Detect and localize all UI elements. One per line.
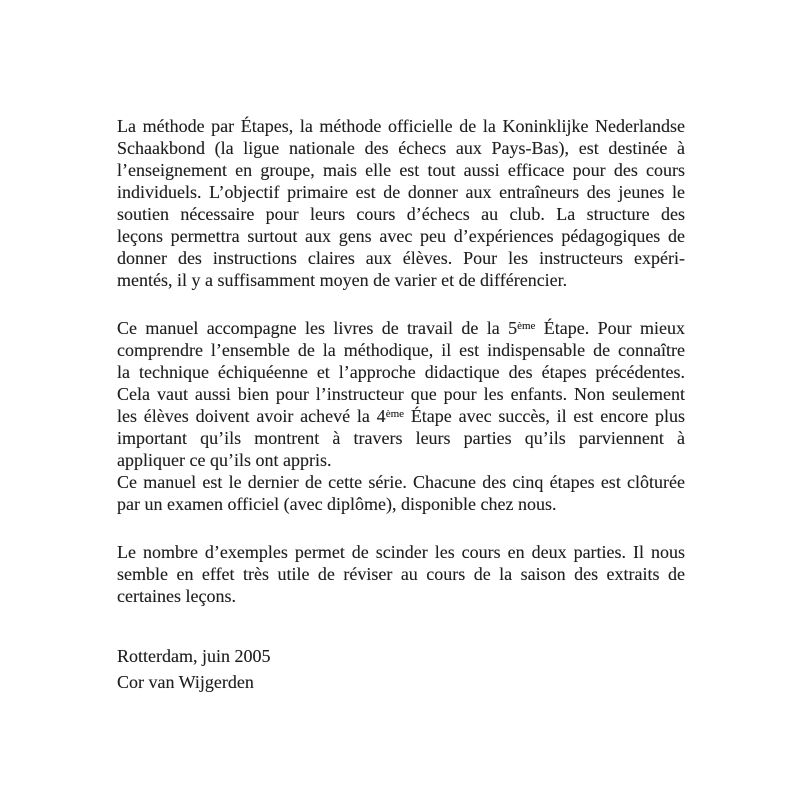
text-line: appliquer ce qu’ils ont appris. bbox=[117, 450, 332, 470]
paragraph bbox=[117, 115, 685, 291]
text-line: Cela vaut aussi bien pour l’instructeur que pour les enfants. Non seulement bbox=[117, 384, 685, 404]
text-line: important qu’ils montrent à travers leurs parties qu’ils parviennent à bbox=[117, 428, 685, 448]
paragraph bbox=[117, 317, 685, 515]
text-line: l’enseignement en groupe, mais elle est tout aussi efficace pour des cours bbox=[117, 160, 685, 180]
signature-place-date: Rotterdam, juin 2005 bbox=[117, 646, 271, 666]
text-line: Le nombre d’exemples permet de scinder les cours en deux parties. Il nous bbox=[117, 542, 685, 562]
text-line: La méthode par Étapes, la méthode officielle de la Koninklijke Nederlandse bbox=[117, 116, 685, 136]
text-line: Ce manuel est le dernier de cette série. Chacune des cinq étapes est clôturée bbox=[117, 472, 685, 492]
text-line: certaines leçons. bbox=[117, 586, 236, 606]
text-line: donner des instructions claires aux élèves. Pour les instructeurs expéri- bbox=[117, 248, 685, 268]
text-line: soutien nécessaire pour leurs cours d’échecs au club. La structure des bbox=[117, 204, 685, 224]
text-line: mentés, il y a suffisamment moyen de varier et de différencier. bbox=[117, 270, 568, 290]
text-line: leçons permettra surtout aux gens avec peu d’expériences pédagogiques de bbox=[117, 226, 685, 246]
text-line: les élèves doivent avoir achevé la 4ème Étape avec succès, il est encore plus bbox=[117, 406, 685, 426]
text-line: comprendre l’ensemble de la méthodique, il est indispensable de connaître bbox=[117, 340, 685, 360]
text-line: Ce manuel accompagne les livres de travail de la 5ème Étape. Pour mieux bbox=[117, 318, 685, 338]
signature-author: Cor van Wijgerden bbox=[117, 672, 254, 692]
preface-text-block bbox=[117, 115, 685, 695]
text-line: Schaakbond (la ligue nationale des échecs aux Pays-Bas), est destinée à bbox=[117, 138, 685, 158]
text-line: individuels. L’objectif primaire est de donner aux entraîneurs des jeunes le bbox=[117, 182, 685, 202]
paragraph bbox=[117, 541, 685, 607]
text-line: par un examen officiel (avec diplôme), disponible chez nous. bbox=[117, 494, 557, 514]
text-line: la technique échiquéenne et l’approche didactique des étapes précédentes. bbox=[117, 362, 685, 382]
text-line: semble en effet très utile de réviser au cours de la saison des extraits de bbox=[117, 564, 685, 584]
signature-block bbox=[117, 643, 685, 695]
